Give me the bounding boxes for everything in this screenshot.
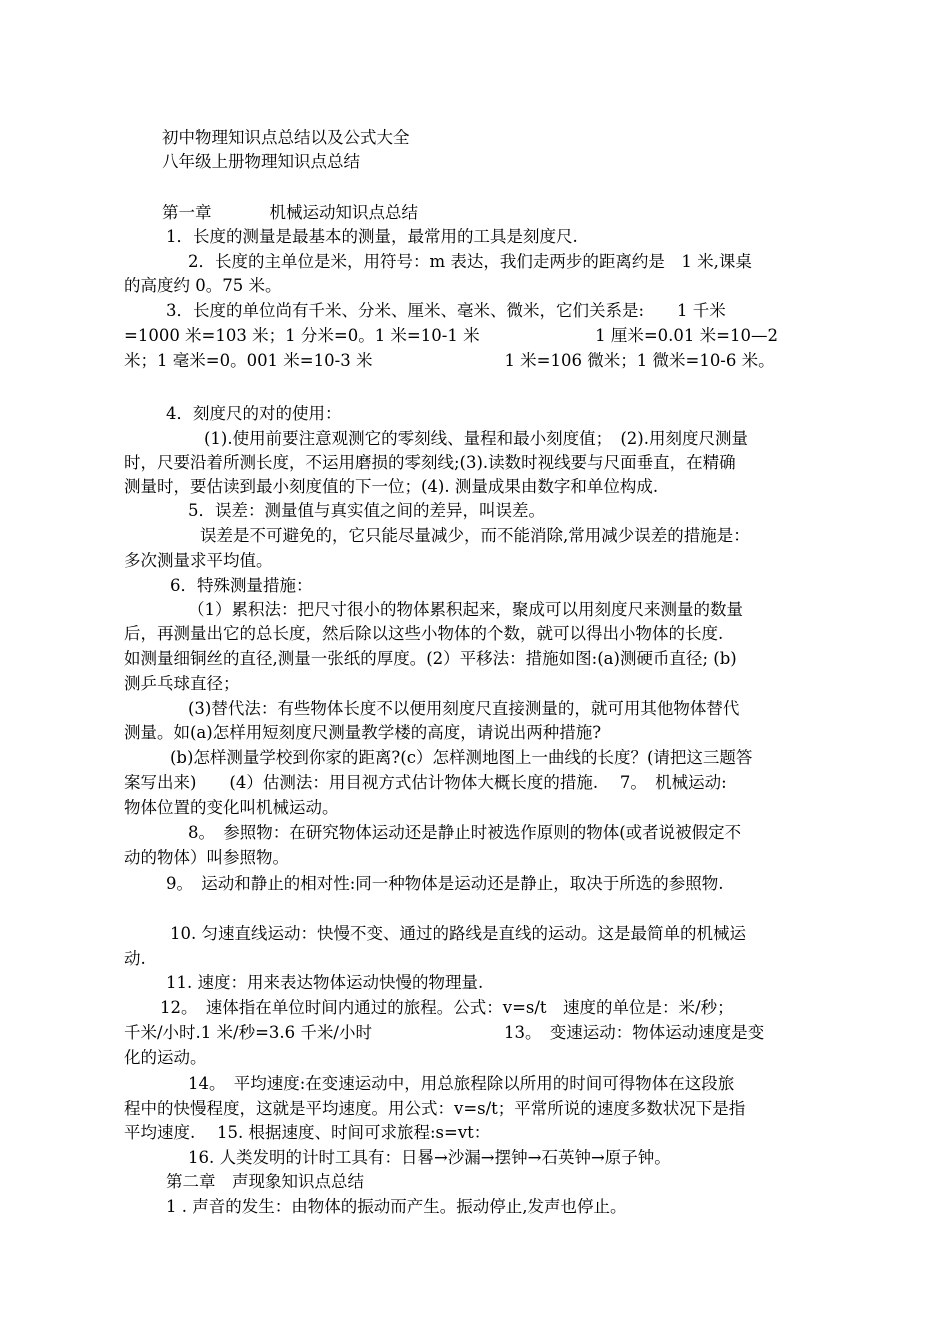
paragraph-line: 1．长度的测量是最基本的测量，最常用的工具是刻度尺. [166, 227, 578, 246]
paragraph-line: 平均速度. 15. 根据速度、时间可求旅程:s=vt： [124, 1123, 491, 1142]
paragraph-line: 5．误差：测量值与真实值之间的差异，叫误差。 [188, 501, 545, 520]
paragraph-line: 多次测量求平均值。 [124, 551, 273, 570]
paragraph-line: 千米/小时.1 米/秒=3.6 千米/小时 13。 变速运动：物体运动速度是变 [124, 1023, 765, 1042]
paragraph-line: 动. [124, 949, 146, 968]
paragraph-line: 时，尺要沿着所测长度，不运用磨损的零刻线;(3).读数时视线要与尺面垂直，在精确 [124, 453, 736, 472]
paragraph-line: 2．长度的主单位是米，用符号：m 表达，我们走两步的距离约是 1 米,课桌 [188, 252, 752, 271]
paragraph-line: 11. 速度：用来表达物体运动快慢的物理量. [166, 973, 484, 992]
paragraph-line: 9。 运动和静止的相对性:同一种物体是运动还是静止，取决于所选的参照物. [166, 874, 724, 893]
paragraph-line: 后，再测量出它的总长度，然后除以这些小物体的个数，就可以得出小物体的长度. [124, 624, 724, 643]
paragraph-line: 1 . 声音的发生：由物体的振动而产生。振动停止,发声也停止。 [166, 1197, 627, 1216]
chapter-label: 第一章 [162, 203, 212, 222]
paragraph-line: 10. 匀速直线运动：快慢不变、通过的路线是直线的运动。这是最简单的机械运 [170, 924, 746, 943]
paragraph-line: (1).使用前要注意观测它的零刻线、量程和最小刻度值； (2).用刻度尺测量 [204, 429, 748, 448]
chapter-heading [162, 201, 840, 225]
paragraph-line: 测量时，要估读到最小刻度值的下一位；(4). 测量成果由数字和单位构成. [124, 477, 659, 496]
paragraph-line: 物体位置的变化叫机械运动。 [124, 798, 339, 817]
chapter-heading-2: 第二章 声现象知识点总结 [166, 1172, 364, 1191]
paragraph-line: (b)怎样测量学校到你家的距离?(c）怎样测地图上一曲线的长度？(请把这三题答 [170, 748, 753, 767]
paragraph-line: =1000 米=103 米；1 分米=0。1 米=10-1 米 1 厘米=0.01 米=10—2 [124, 326, 778, 345]
paragraph-line: 12。 速体指在单位时间内通过的旅程。公式：v=s/t 速度的单位是：米/秒； [160, 998, 734, 1017]
paragraph-line: 案写出来) (4）估测法：用目视方式估计物体大概长度的措施. 7。 机械运动: [124, 773, 727, 792]
paragraph-line: 如测量细铜丝的直径,测量一张纸的厚度。(2）平移法：措施如图:(a)测硬币直径; (b) [124, 649, 737, 668]
paragraph-line: （1）累积法：把尺寸很小的物体累积起来，聚成可以用刻度尺来测量的数量 [188, 600, 743, 619]
paragraph-line: 误差是不可避免的，它只能尽量减少，而不能消除,常用减少误差的措施是： [200, 526, 750, 545]
paragraph-line: 测乒乓球直径； [124, 674, 240, 693]
paragraph-line: 4．刻度尺的对的使用： [166, 404, 342, 423]
chapter-title: 机械运动知识点总结 [269, 203, 418, 222]
paragraph-line: 16. 人类发明的计时工具有：日晷→沙漏→摆钟→石英钟→原子钟。 [188, 1148, 671, 1167]
paragraph-line: 测量。如(a)怎样用短刻度尺测量教学楼的高度，请说出两种措施? [124, 723, 602, 742]
paragraph-line: 8。 参照物：在研究物体运动还是静止时被选作原则的物体(或者说被假定不 [188, 823, 742, 842]
paragraph-line: 14。 平均速度:在变速运动中，用总旅程除以所用的时间可得物体在这段旅 [188, 1074, 735, 1093]
doc-subtitle: 八年级上册物理知识点总结 [162, 152, 360, 171]
paragraph-line: 6．特殊测量措施： [170, 576, 313, 595]
paragraph-line: 的高度约 0。75 米。 [124, 276, 282, 295]
paragraph-line: 3．长度的单位尚有千米、分米、厘米、毫米、微米，它们关系是: 1 千米 [166, 301, 726, 320]
paragraph-line: 程中的快慢程度，这就是平均速度。用公式：v=s/t；平常所说的速度多数状况下是指 [124, 1099, 746, 1118]
paragraph-line: 化的运动。 [124, 1048, 207, 1067]
paragraph-line: (3)替代法：有些物体长度不以便用刻度尺直接测量的，就可用其他物体替代 [188, 699, 740, 718]
doc-title: 初中物理知识点总结以及公式大全 [162, 128, 410, 147]
paragraph-line: 米；1 毫米=0。001 米=10-3 米 1 米=106 微米；1 微米=10-6 米。 [124, 351, 775, 370]
paragraph-line: 动的物体）叫参照物。 [124, 848, 289, 867]
